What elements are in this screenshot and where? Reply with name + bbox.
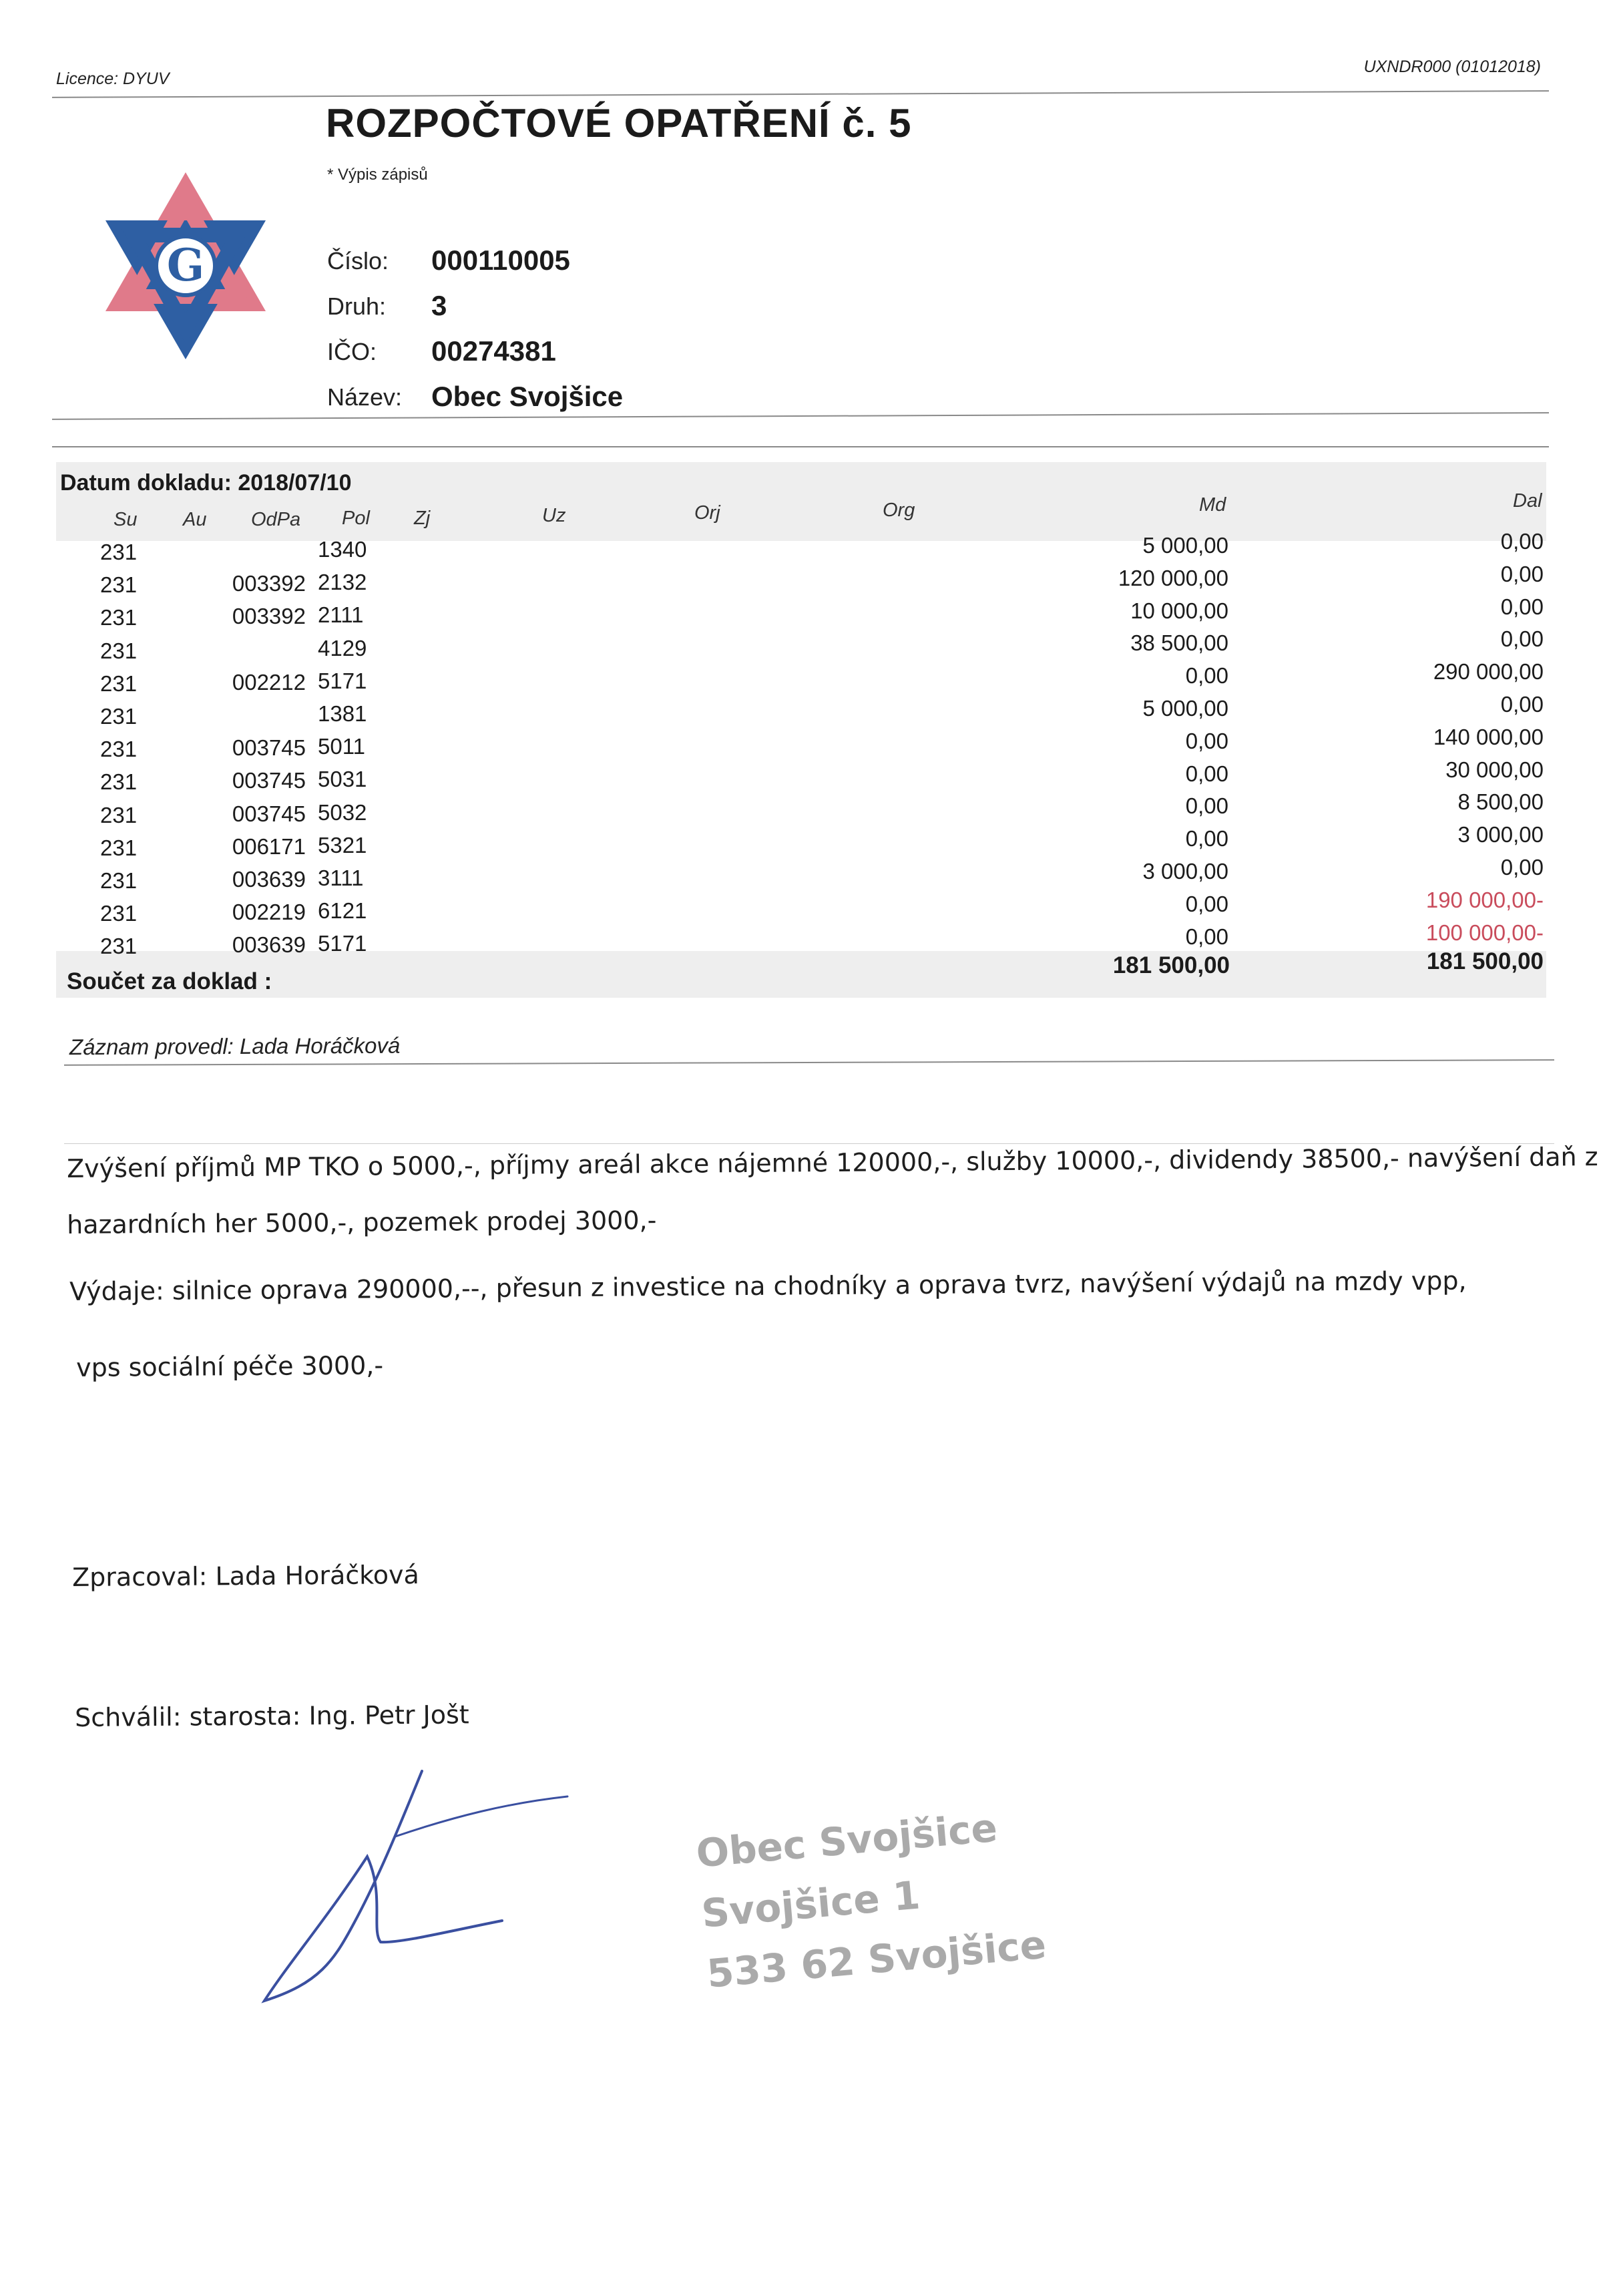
row-md: 5 000,00 [1142,533,1228,558]
total-label: Součet za doklad : [67,968,272,994]
note-line-4: vps sociální péče 3000,- [76,1350,384,1382]
row-pol: 5171 [318,668,367,693]
info-value-druh: 3 [431,290,447,321]
col-header-uz: Uz [542,505,566,526]
row-su: 231 [100,737,138,762]
stamp-line-3: 533 62 Svojšice [705,1921,1048,1997]
row-md: 120 000,00 [1118,565,1228,590]
document-title: ROZPOČTOVÉ OPATŘENÍ č. 5 [326,101,912,146]
row-su: 231 [100,835,138,860]
col-header-org: Org [883,500,915,521]
row-md: 38 500,00 [1130,630,1228,656]
row-dal: 190 000,00- [1425,887,1544,912]
row-pol: 1340 [318,537,367,562]
form-code: UXNDR000 (01012018) [1363,57,1541,76]
row-pol: 2111 [318,602,364,628]
info-label-nazev: Název: [327,383,403,411]
row-pol: 6121 [318,898,367,924]
col-header-dal: Dal [1513,490,1542,512]
info-value-cislo: 000110005 [431,244,570,276]
row-odpa: 003639 [232,932,306,958]
row-dal: 100 000,00- [1425,920,1544,945]
licence-label: Licence: DYUV [56,69,170,88]
document-date: Datum dokladu: 2018/07/10 [60,470,352,496]
approved-by: Schválil: starosta: Ing. Petr Jošt [75,1700,469,1732]
note-line-1: Zvýšení příjmů MP TKO o 5000,-, příjmy areál akce nájemné 120000,-, služby 10000,-, dividendy 38500,- navýšení daň z [67,1141,1598,1183]
signature-scribble-icon [254,1763,574,2017]
row-su: 231 [100,802,138,827]
row-md: 0,00 [1185,793,1228,819]
signature [254,1763,574,2017]
row-dal: 3 000,00 [1457,822,1544,847]
row-odpa: 003745 [232,801,306,826]
stamp-line-1: Obec Svojšice [694,1804,999,1877]
row-dal: 0,00 [1500,692,1544,717]
row-dal: 0,00 [1500,855,1544,880]
row-dal: 140 000,00 [1433,724,1544,749]
row-dal: 0,00 [1500,594,1544,619]
col-header-md: Md [1199,494,1226,516]
row-pol: 5321 [318,832,367,857]
info-label-cislo: Číslo: [327,247,389,274]
row-su: 231 [100,638,138,663]
row-dal: 30 000,00 [1445,757,1544,782]
row-su: 231 [100,868,138,893]
row-odpa: 003392 [232,604,306,629]
row-odpa: 002212 [232,669,306,695]
col-header-zj: Zj [414,508,431,529]
row-pol: 3111 [318,866,364,890]
row-md: 0,00 [1185,891,1228,916]
record-by: Záznam provedl: Lada Horáčková [69,1032,401,1060]
row-su: 231 [100,769,138,795]
row-pol: 4129 [318,635,367,660]
row-su: 231 [100,671,138,696]
row-md: 10 000,00 [1130,598,1228,623]
row-pol: 5031 [318,767,367,792]
col-header-au: Au [183,509,207,530]
logo-letter: G [166,239,205,291]
info-value-ico: 00274381 [431,335,556,367]
row-pol: 5011 [318,734,365,759]
row-su: 231 [100,901,138,926]
row-odpa: 003745 [232,735,306,761]
record-rule [64,1059,1554,1066]
header-rule [52,90,1549,98]
row-pol: 5171 [318,931,367,956]
row-odpa: 006171 [232,833,306,859]
info-value-nazev: Obec Svojšice [431,381,624,412]
row-odpa: 003392 [232,571,306,596]
row-pol: 5032 [318,799,367,825]
row-odpa: 003639 [232,867,306,892]
info-label-druh: Druh: [327,293,387,320]
row-md: 0,00 [1185,826,1228,851]
col-header-su: Su [113,509,138,530]
row-md: 0,00 [1185,728,1228,753]
note-line-3: Výdaje: silnice oprava 290000,--, přesun z investice na chodníky a oprava tvrz, navýšení výdajů na mzdy vpp, [69,1266,1467,1306]
info-label-ico: IČO: [327,338,377,365]
note-line-2: hazardních her 5000,-, pozemek prodej 3000,- [67,1205,657,1239]
stamp-line-2: Svojšice 1 [700,1872,922,1937]
row-md: 0,00 [1185,663,1228,689]
row-md: 3 000,00 [1142,859,1228,884]
municipality-logo [85,166,286,366]
row-su: 231 [100,572,138,598]
document-subtitle: * Výpis zápisů [327,166,428,184]
row-su: 231 [100,704,138,729]
total-md: 181 500,00 [1112,952,1230,978]
row-su: 231 [100,540,138,564]
table-top-rule [52,446,1549,447]
row-pol: 1381 [318,701,367,726]
row-pol: 2132 [318,570,367,595]
table-total-band [56,951,1546,998]
row-dal: 290 000,00 [1433,659,1544,685]
row-su: 231 [100,934,138,959]
row-odpa: 003745 [232,768,306,793]
row-md: 5 000,00 [1142,696,1228,721]
total-dal: 181 500,00 [1426,948,1544,974]
row-su: 231 [100,605,138,630]
row-dal: 8 500,00 [1457,789,1544,815]
row-dal: 0,00 [1500,561,1544,586]
row-dal: 0,00 [1500,529,1544,554]
info-rule [52,412,1549,420]
row-md: 0,00 [1185,761,1228,786]
row-odpa: 002219 [232,900,306,925]
col-header-pol: Pol [342,508,370,529]
col-header-odpa: OdPa [251,509,301,530]
row-dal: 0,00 [1500,626,1544,652]
prepared-by: Zpracoval: Lada Horáčková [72,1559,420,1592]
row-md: 0,00 [1185,924,1228,949]
col-header-orj: Orj [694,502,720,524]
